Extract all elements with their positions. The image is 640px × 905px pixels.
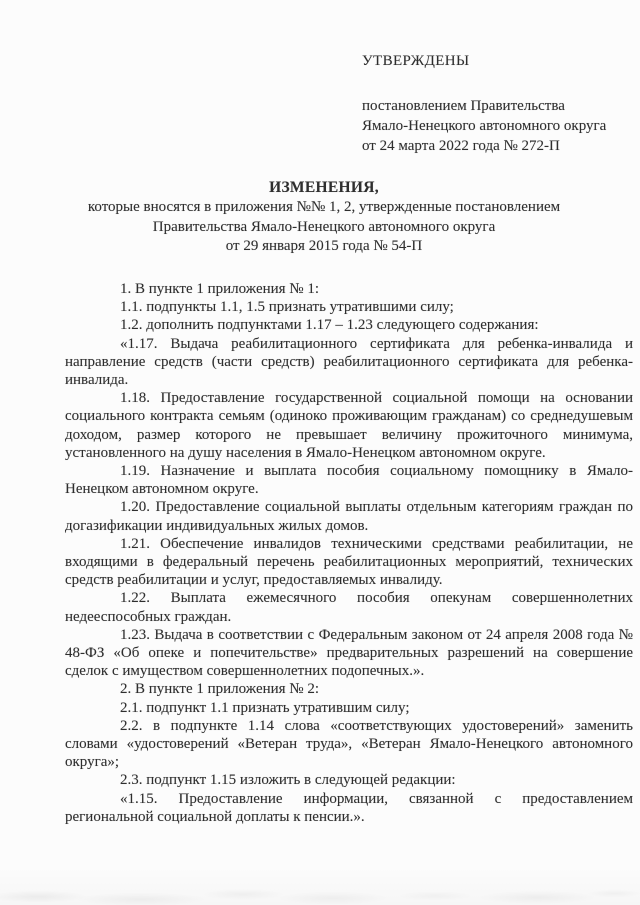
body-paragraph: 1.21. Обеспечение инвалидов техническими средствами реабилитации, не входящими в федеральный перечень реабилитационных мероприятий, технических средств реабилитации и услуг, предоставляемых инвалиду. xyxy=(65,535,633,589)
document-subtitle-line: которые вносятся в приложения №№ 1, 2, утвержденные постановлением xyxy=(87,199,561,215)
document-subtitle-line: от 29 января 2015 года № 54-П xyxy=(225,238,423,254)
body-paragraph: 1.1. подпункты 1.1, 1.5 признать утратившими силу; xyxy=(120,299,454,316)
document-subtitle-line: Правительства Ямало-Ненецкого автономного округа xyxy=(152,218,496,235)
body-paragraph: 1.2. дополнить подпунктами 1.17 – 1.23 следующего содержания: xyxy=(120,317,539,334)
scan-artifact xyxy=(0,867,640,905)
approval-authority xyxy=(362,96,632,156)
body-paragraph: 1.22. Выплата ежемесячного пособия опекунам совершеннолетних недееспособных граждан. xyxy=(65,590,633,625)
approval-authority-line: Ямало-Ненецкого автономного округа xyxy=(362,118,607,134)
document-title: ИЗМЕНЕНИЯ, xyxy=(269,179,379,196)
body-paragraph: 2.1. подпункт 1.1 признать утратившим силу; xyxy=(120,699,410,716)
body-paragraph: 1. В пункте 1 приложения № 1: xyxy=(120,281,320,297)
body-paragraph: «1.15. Предоставление информации, связанной с предоставлением региональной социальной доплаты к пенсии.». xyxy=(65,790,633,825)
body-paragraph: 2.2. в подпункте 1.14 слова «соответствующих удостоверений» заменить словами «удостоверений «Ветеран труда», «Ветеран Ямало-Ненецкого автономного округа»; xyxy=(65,717,633,771)
approval-authority-line: от 24 марта 2022 года № 272-П xyxy=(362,138,560,154)
body-paragraph: 1.18. Предоставление государственной социальной помощи на основании социального контракта семьям (одиноко проживающим гражданам) со среднедушевым доходом, размер которого не превышает величину прожиточного минимума, установленного на душу населения в Ямало-Ненецком автономном округе. xyxy=(65,390,633,461)
body-paragraph: 1.20. Предоставление социальной выплаты отдельным категориям граждан по догазификации индивидуальных жилых домов. xyxy=(65,499,633,534)
body-paragraph: 1.23. Выдача в соответствии с Федеральным законом от 24 апреля 2008 года № 48-ФЗ «Об опеке и попечительстве» предварительных разрешений на совершение сделок с имуществом совершеннолетних подопечных.». xyxy=(65,626,633,680)
body-paragraph: 2. В пункте 1 приложения № 2: xyxy=(120,681,320,698)
body-paragraph: 1.19. Назначение и выплата пособия социальному помощнику в Ямало-Ненецком автономном округе. xyxy=(65,463,633,498)
approval-authority-line: постановлением Правительства xyxy=(362,98,565,114)
approval-status: УТВЕРЖДЕНЫ xyxy=(362,53,470,69)
document-body xyxy=(65,280,633,826)
body-paragraph: «1.17. Выдача реабилитационного сертификата для ребенка-инвалида и направление средств (части средств) реабилитационного сертификата для ребенка-инвалида. xyxy=(65,335,633,389)
approval-block xyxy=(362,52,632,156)
title-block xyxy=(4,178,640,257)
body-paragraph: 2.3. подпункт 1.15 изложить в следующей редакции: xyxy=(120,772,456,789)
document-subtitle xyxy=(4,198,640,257)
